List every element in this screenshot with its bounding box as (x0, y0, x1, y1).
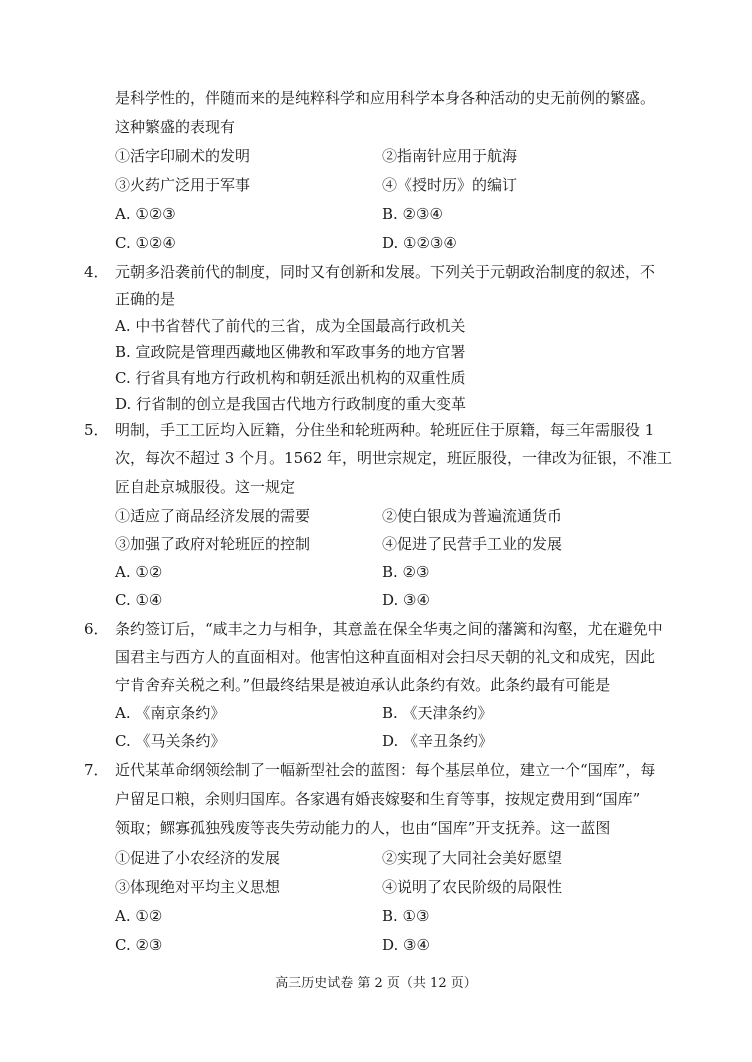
q5-option-c: C. ①④ (115, 591, 163, 609)
q3-statement-4: ④《授时历》的编订 (382, 176, 518, 194)
q7-text-line-2: 户留足口粮，余则归国库。各家遇有婚丧嫁娶和生育等事，按规定费用到“国库” (115, 790, 641, 808)
q7-option-b: B. ①③ (382, 907, 430, 925)
q7-text-line-3: 领取；鳏寡孤独残废等丧失劳动能力的人，也由“国库”开支抚养。这一蓝图 (115, 819, 611, 837)
q5-text-line-2: 次，每次不超过 3 个月。1562 年，明世宗规定，班匠服役，一律改为征银，不准工 (115, 449, 673, 467)
q4-option-a: A. 中书省替代了前代的三省，成为全国最高行政机关 (115, 317, 466, 335)
q5-option-b: B. ②③ (382, 563, 430, 581)
q7-statement-2: ②实现了大同社会美好愿望 (382, 849, 563, 867)
q6-option-a: A. 《南京条约》 (115, 704, 226, 722)
q5-statement-2: ②使白银成为普遍流通货币 (382, 507, 563, 525)
q7-option-d: D. ③④ (382, 936, 430, 954)
q3-option-c: C. ①②④ (115, 234, 176, 252)
q7-text-line-1: 近代某革命纲领绘制了一幅新型社会的蓝图：每个基层单位，建立一个“国库”，每 (115, 761, 656, 779)
q3-statement-3: ③火药广泛用于军事 (115, 176, 251, 194)
q5-option-d: D. ③④ (382, 591, 430, 609)
q3-text-line-2: 这种繁盛的表现有 (115, 118, 236, 136)
q3-text-line-1: 是科学性的，伴随而来的是纯粹科学和应用科学本身各种活动的史无前例的繁盛。 (115, 89, 656, 107)
page-footer: 高三历史试卷 第 2 页（共 12 页） (275, 976, 477, 991)
q7-option-c: C. ②③ (115, 936, 163, 954)
q7-statement-4: ④说明了农民阶级的局限性 (382, 878, 563, 896)
q7-statement-1: ①促进了小农经济的发展 (115, 849, 281, 867)
q6-text-line-3: 宁肯舍弃关税之利。”但最终结果是被迫承认此条约有效。此条约最有可能是 (115, 676, 611, 694)
q6-text-line-2: 国君主与西方人的直面相对。他害怕这种直面相对会扫尽天朝的礼文和成宪，因此 (115, 648, 656, 666)
q5-statement-4: ④促进了民营手工业的发展 (382, 535, 563, 553)
q6-option-d: D. 《辛丑条约》 (382, 732, 494, 750)
q7-option-a: A. ①② (115, 907, 163, 925)
q7-statement-3: ③体现绝对平均主义思想 (115, 878, 281, 896)
q3-option-a: A. ①②③ (115, 205, 176, 223)
q6-number: 6． (84, 620, 109, 638)
q6-option-b: B. 《天津条约》 (382, 704, 493, 722)
q4-option-b: B. 宣政院是管理西藏地区佛教和军政事务的地方官署 (115, 343, 466, 361)
q3-option-b: B. ②③④ (382, 205, 443, 223)
q7-number: 7． (84, 761, 109, 779)
q3-option-d: D. ①②③④ (382, 234, 457, 252)
q5-statement-3: ③加强了政府对轮班匠的控制 (115, 535, 311, 553)
q5-statement-1: ①适应了商品经济发展的需要 (115, 507, 311, 525)
q3-statement-1: ①活字印刷术的发明 (115, 147, 251, 165)
q6-option-c: C. 《马关条约》 (115, 732, 226, 750)
q4-text-line-1: 元朝多沿袭前代的制度，同时又有创新和发展。下列关于元朝政治制度的叙述，不 (115, 263, 656, 281)
q5-text-line-3: 匠自赴京城服役。这一规定 (115, 478, 296, 496)
q4-option-c: C. 行省具有地方行政机构和朝廷派出机构的双重性质 (115, 369, 466, 387)
q4-number: 4． (84, 263, 109, 281)
q3-statement-2: ②指南针应用于航海 (382, 147, 518, 165)
q5-number: 5． (84, 421, 109, 439)
q4-text-line-2: 正确的是 (115, 290, 176, 308)
q5-text-line-1: 明制，手工工匠均入匠籍，分住坐和轮班两种。轮班匠住于原籍，每三年需服役 1 (115, 421, 655, 439)
q4-option-d: D. 行省制的创立是我国古代地方行政制度的重大变革 (115, 395, 467, 413)
q6-text-line-1: 条约签订后，“咸丰之力与相争，其意盖在保全华夷之间的藩篱和沟壑，尤在避免中 (115, 620, 663, 638)
q5-option-a: A. ①② (115, 563, 163, 581)
